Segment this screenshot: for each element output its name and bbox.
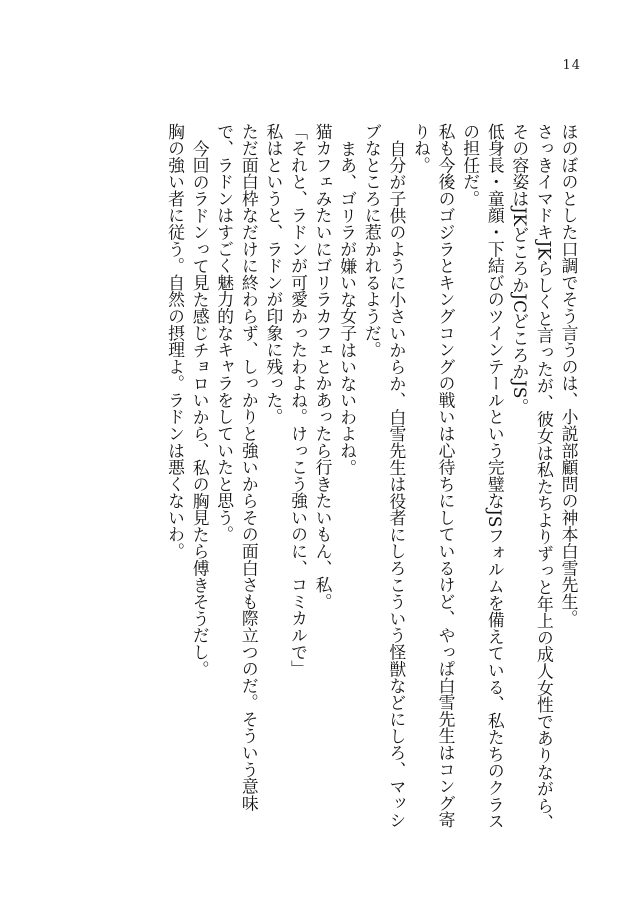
paragraph: 私も今後のゴジラとキングコングの戦いは心待ちにしているけど、やっぱ白雪先生はコング寄りね。 — [411, 123, 457, 829]
page-number: 14 — [562, 58, 581, 73]
paragraph: 今回のラドンって見た感じチョロいから、私の胸見たら傅きそうだし。 — [190, 139, 211, 678]
paragraph: 自分が子供のように小さいからか、白雪先生は役者にしろこういう怪獣などにしろ、マッシブなところに惹かれるようだ。 — [362, 123, 407, 829]
paragraph: 猫カフェみたいにゴリラカフェとかあったら行きたいもん、私。 — [313, 123, 334, 610]
paragraph: まあ、ゴリラが嫌いな女子はいないわよね。 — [337, 139, 358, 476]
paragraph: 胸の強い者に従う。自然の摂理よ。ラドンは悪くないわ。 — [165, 123, 186, 560]
vertical-text-body — [59, 123, 581, 833]
paragraph: さっきイマドキJKらしくと言ったが、彼女は私たちよりずっと年上の成人女性でありながら、その容姿はJKどころかJCどころかJS。 — [509, 123, 555, 831]
paragraph: 低身長・童顔・下結びのツインテールという完璧なJSフォルムを備えている、私たちのクラスの担任だ。 — [460, 123, 506, 830]
paragraph: 私はというと、ラドンが印象に残った。 — [263, 123, 284, 426]
paragraph: ただ面白枠なだけに終わらず、しっかりと強いからその面白さも際立つのだ。そういう意味で、ラドンはすごく魅力的なキャラをしていたと思う。 — [214, 123, 260, 812]
paragraph: ほのぼのとした口調でそう言うのは、小説部顧問の神本白雪先生。 — [559, 123, 579, 627]
paragraph: 「それと、ラドンが可愛かったわよね。けっこう強いのに、コミカルで」 — [288, 123, 309, 678]
